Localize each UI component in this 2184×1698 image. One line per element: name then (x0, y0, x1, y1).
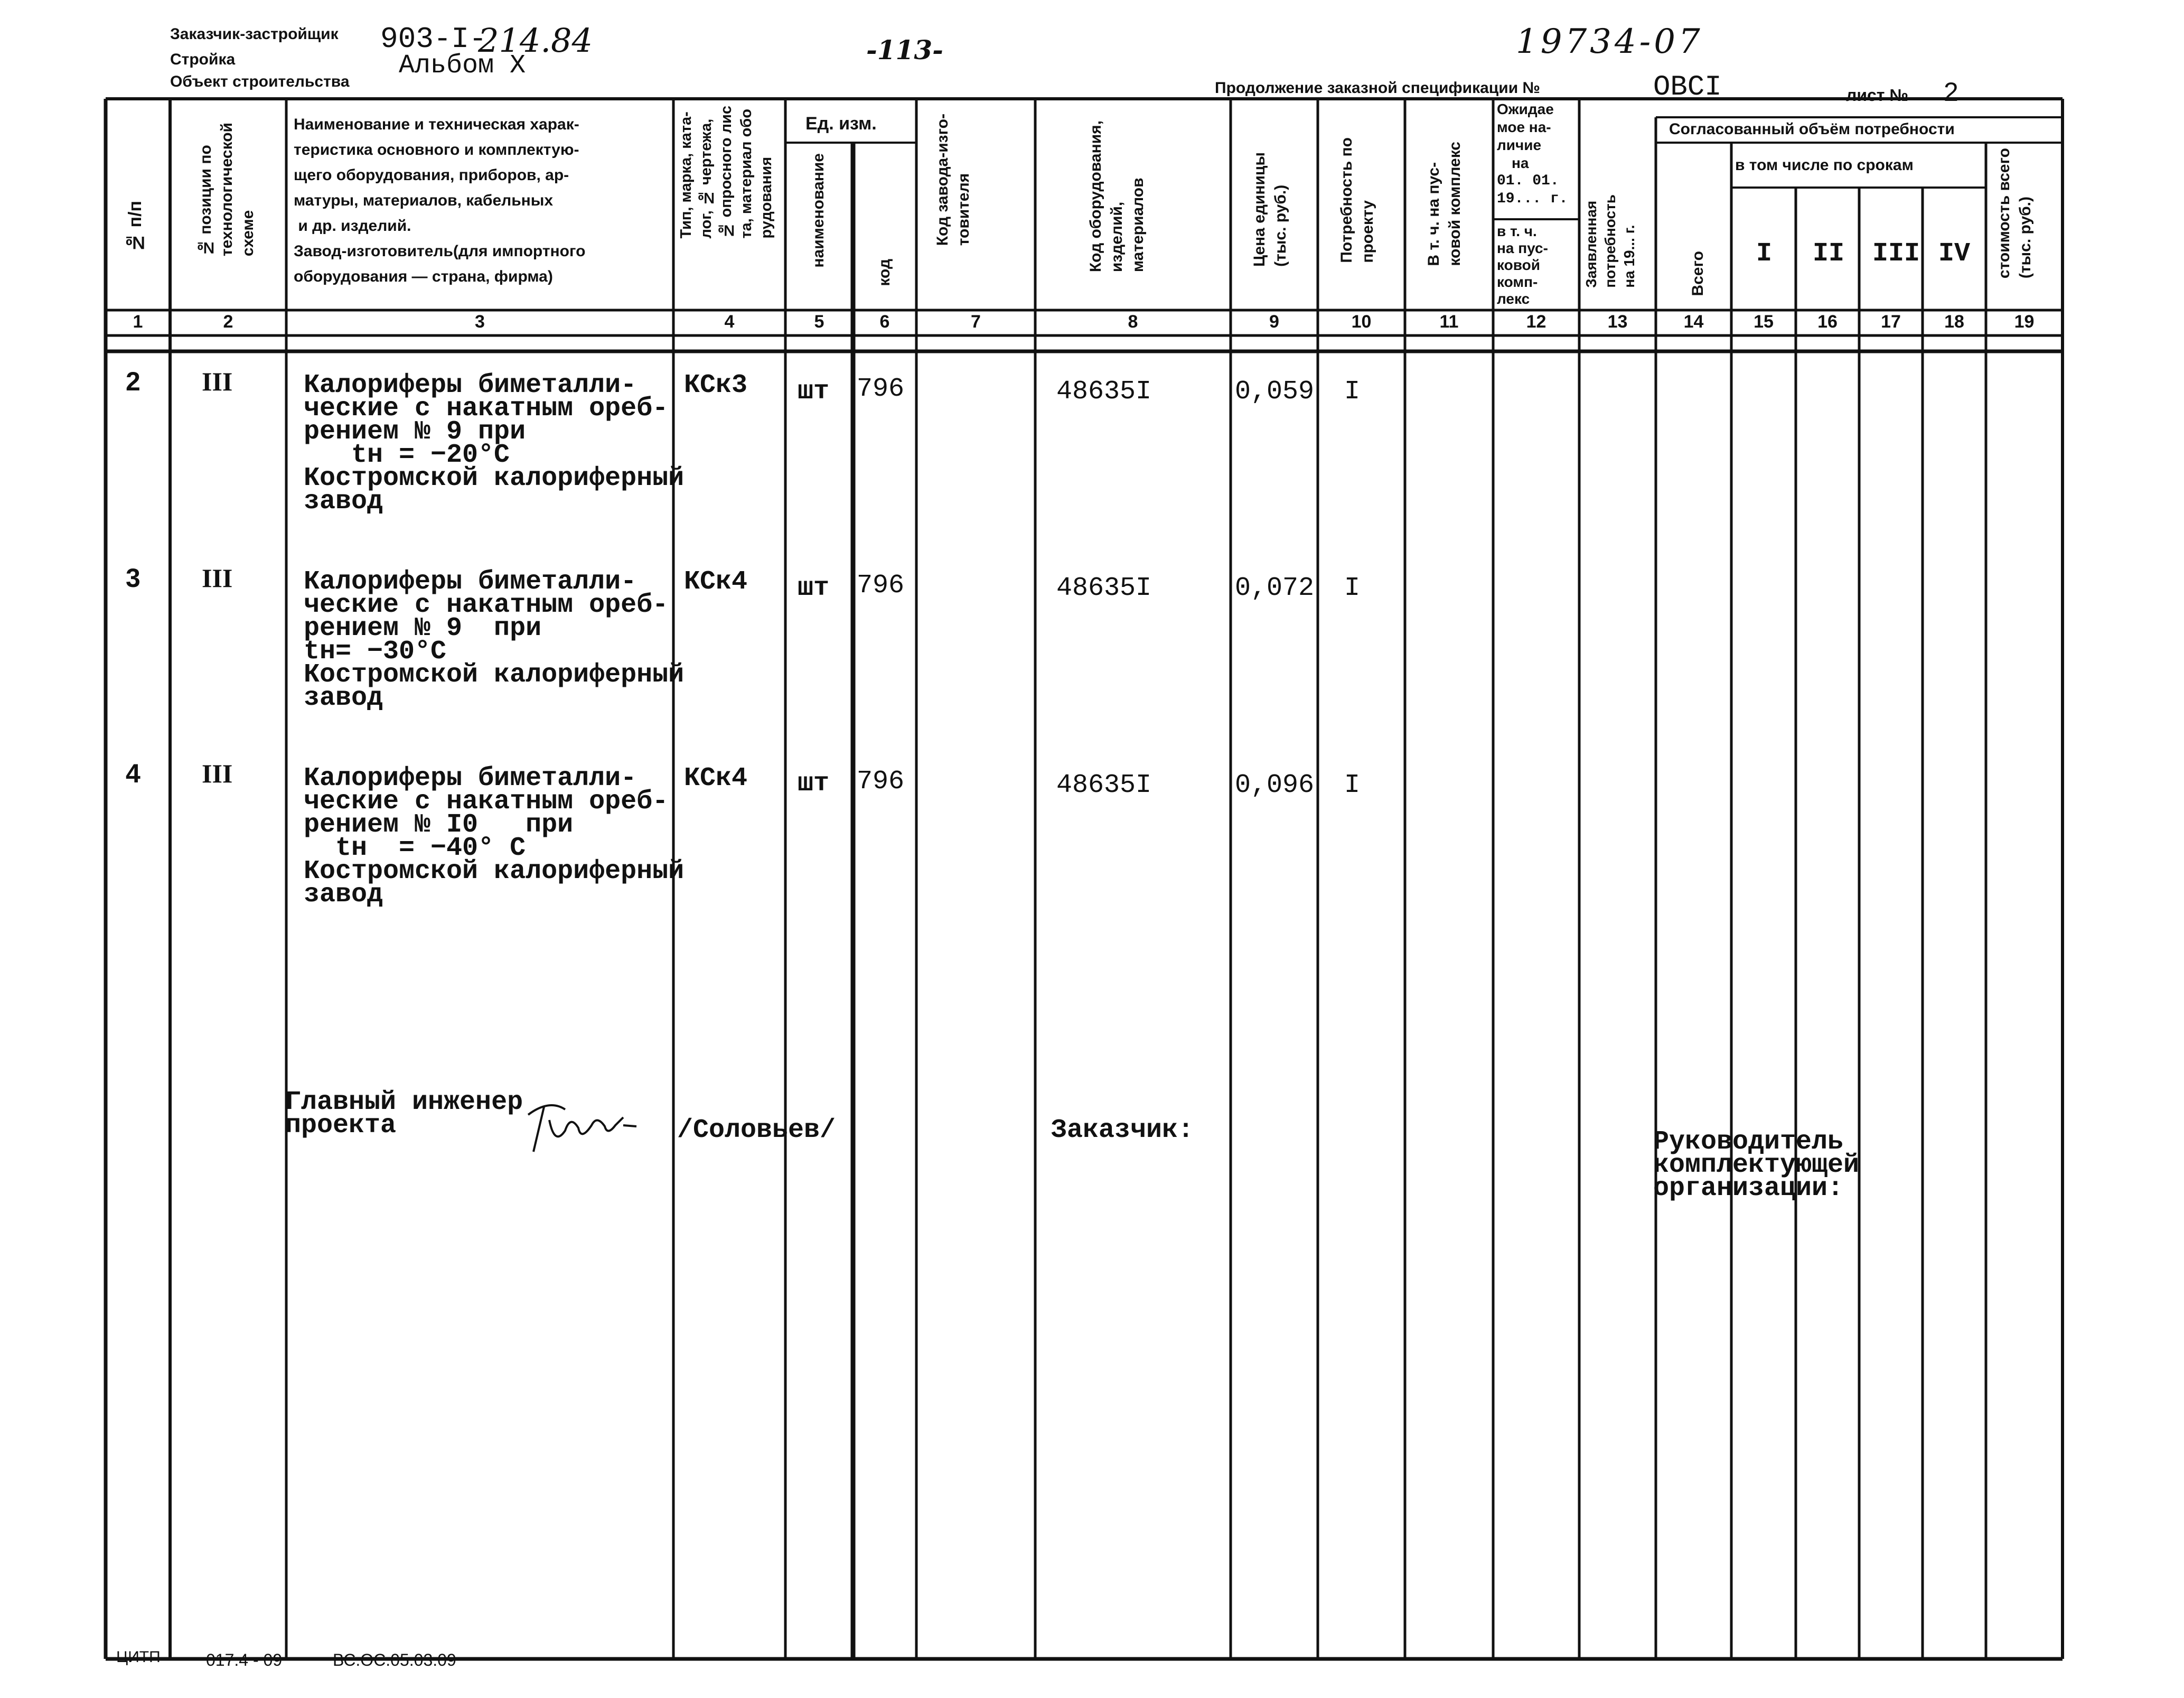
row-name-line: tн= −30°C (304, 637, 447, 667)
customer-label: Заказчик-застройщик (170, 25, 339, 43)
row-equip-code: 48635I (1056, 573, 1152, 603)
col15-header: I (1756, 239, 1773, 269)
row-need: I (1344, 377, 1361, 407)
col3-header-line: теристика основного и комплектую- (294, 141, 579, 158)
col-number: 15 (1754, 312, 1774, 332)
agreed-group-header: Согласованный объём потребности (1669, 120, 1955, 138)
col-number: 6 (879, 312, 890, 332)
row-equip-code: 48635I (1056, 770, 1152, 800)
col3-header-line: оборудования — страна, фирма) (294, 268, 553, 285)
customer-signature-label: Заказчик: (1051, 1115, 1194, 1145)
unit-group-header: Ед. изм. (805, 114, 877, 134)
col-number: 5 (814, 312, 824, 332)
col1-header: № п/п (125, 201, 145, 253)
col7-header: Код завода-изго- товителя (934, 114, 972, 246)
supplier-label: Руководитель (1653, 1127, 1844, 1157)
signature-mark (518, 1088, 655, 1162)
col-number: 16 (1817, 312, 1838, 332)
row-position: III (202, 563, 233, 593)
row-unit: шт (798, 377, 830, 407)
col8-header: Код оборудования, изделий, материалов (1087, 120, 1147, 273)
col-number: 1 (133, 312, 143, 332)
supplier-label: организации: (1653, 1173, 1844, 1203)
row-price: 0,096 (1235, 770, 1315, 800)
object-label: Объект строительства (170, 73, 350, 90)
col-number: 4 (724, 312, 735, 332)
col17-header: III (1872, 239, 1920, 269)
col-number: 12 (1526, 312, 1546, 332)
row-position: III (202, 759, 233, 788)
row-equip-code: 48635I (1056, 377, 1152, 407)
col-number: 10 (1351, 312, 1372, 332)
row-type: КСк4 (684, 763, 748, 794)
footer-code2: ВС.ОС.05.03.09 (333, 1650, 456, 1669)
col3-header (294, 112, 585, 290)
spec-number: OBCI (1653, 71, 1722, 104)
col12b-line: в т. ч. (1497, 223, 1537, 239)
row-name-line: рением № I0 при (304, 810, 574, 840)
col12-header-expected (1497, 100, 1568, 208)
row-name-line: Калориферы биметалли- (304, 370, 637, 400)
row-price: 0,059 (1235, 377, 1315, 407)
col-number: 19 (2014, 312, 2035, 332)
row-unit: шт (798, 573, 830, 603)
row-name-line: ческие с накатным ореб- (304, 590, 669, 620)
continuation-label: Продолжение заказной спецификации № (1215, 79, 1540, 97)
col14-header: Всего (1689, 251, 1707, 296)
row-name-line: завод (304, 683, 383, 713)
row-type: КСк3 (684, 370, 748, 400)
col12b-line: комп- (1497, 274, 1538, 290)
row-name-line: tн = −40° C (304, 833, 526, 863)
col3-header-line: Завод-изготовитель(для импортного (294, 242, 586, 260)
sheet-label: лист № (1846, 86, 1909, 105)
sheet-number: 2 (1944, 77, 1958, 107)
col12b-line: на пус- (1497, 240, 1548, 256)
col-number: 17 (1881, 312, 1901, 332)
col-number: 11 (1439, 312, 1459, 332)
col4-header: Тип, марка, ката- лог, № чертежа, № опросного лис та, материал обо рудования (678, 106, 775, 239)
row-name-line: ческие с накатным ореб- (304, 394, 669, 424)
footer-code1: 017.4 - 09 (206, 1650, 283, 1669)
row-name-line: tн = −20°C (304, 440, 510, 470)
row-number: 4 (126, 759, 140, 788)
col3-header-line: Наименование и техническая харак- (294, 116, 579, 133)
col5-header: наименование (810, 153, 827, 268)
col-number: 2 (223, 312, 233, 332)
col19-header: стоимость всего (тыс. руб.) (1995, 148, 2034, 279)
row-name-line: Костромской калориферный (304, 856, 685, 887)
col-number: 18 (1944, 312, 1964, 332)
col12b-line: ковой (1497, 257, 1540, 273)
row-name-line: Калориферы биметалли- (304, 763, 637, 794)
site-label: Стройка (170, 51, 236, 68)
row-number: 3 (126, 563, 140, 593)
col6-header: код (876, 259, 893, 286)
page-number: -113- (866, 34, 943, 66)
col12-line: на (1512, 155, 1529, 171)
col3-header-line: щего оборудования, приборов, ар- (294, 166, 569, 184)
row-name-line: Калориферы биметалли- (304, 567, 637, 597)
col12-line: 01. 01. (1497, 173, 1559, 189)
supplier-label: комплектующей (1653, 1150, 1860, 1180)
footer-org: ЦИТП (116, 1648, 161, 1666)
col12-line: 19... г. (1497, 191, 1568, 207)
col11-header: В т. ч. на пус- ковой комплекс (1425, 142, 1464, 266)
row-unit-code: 796 (857, 767, 905, 797)
col-number: 14 (1683, 312, 1704, 332)
row-unit-code: 796 (857, 374, 905, 404)
row-type: КСк4 (684, 567, 748, 597)
col-number: 9 (1269, 312, 1279, 332)
row-need: I (1344, 770, 1361, 800)
col2-header: № позиции по технологической схеме (197, 123, 257, 257)
album-label: Альбом X (399, 51, 526, 81)
col9-header: Цена единицы (тыс. руб.) (1251, 152, 1289, 267)
col13-header: Заявленная потребность на 19... г. (1583, 194, 1637, 288)
col-number: 7 (971, 312, 981, 332)
col18-header: IV (1938, 239, 1971, 269)
row-name-line: рением № 9 при (304, 417, 526, 447)
row-position: III (202, 367, 233, 396)
col12-line: личие (1497, 137, 1542, 153)
row-name-line: Костромской калориферный (304, 660, 685, 690)
row-price: 0,072 (1235, 573, 1315, 603)
project-code-handwritten: 214.84 (478, 21, 593, 60)
row-number: 2 (126, 367, 140, 396)
col12-line: мое на- (1497, 119, 1551, 135)
col12b-line: лекс (1497, 291, 1530, 307)
col10-header: Потребность по проекту (1338, 137, 1376, 263)
col-number: 3 (475, 312, 485, 332)
row-name-line: завод (304, 880, 383, 910)
row-unit-code: 796 (857, 571, 905, 601)
chief-engineer-label: проекта (285, 1111, 397, 1141)
row-name-line: ческие с накатным ореб- (304, 787, 669, 817)
col12-header-launch (1497, 223, 1548, 307)
row-need: I (1344, 573, 1361, 603)
project-code: 903-I- (380, 22, 487, 56)
col16-header: II (1813, 239, 1845, 269)
col-number: 8 (1128, 312, 1138, 332)
row-name-line: рением № 9 при (304, 613, 542, 643)
document-number: 19734-07 (1516, 22, 1703, 61)
chief-engineer-label: Главный инженер (285, 1087, 523, 1117)
col-number: 13 (1607, 312, 1628, 332)
col12-line: Ожидае (1497, 101, 1554, 117)
terms-group-header: в том числе по срокам (1735, 156, 1914, 174)
col3-header-line: и др. изделий. (294, 217, 411, 235)
row-name-line: Костромской калориферный (304, 463, 685, 493)
row-unit: шт (798, 769, 830, 799)
chief-engineer-name: /Соловьев/ (677, 1115, 836, 1145)
col3-header-line: матуры, материалов, кабельных (294, 192, 554, 209)
row-name-line: завод (304, 487, 383, 517)
